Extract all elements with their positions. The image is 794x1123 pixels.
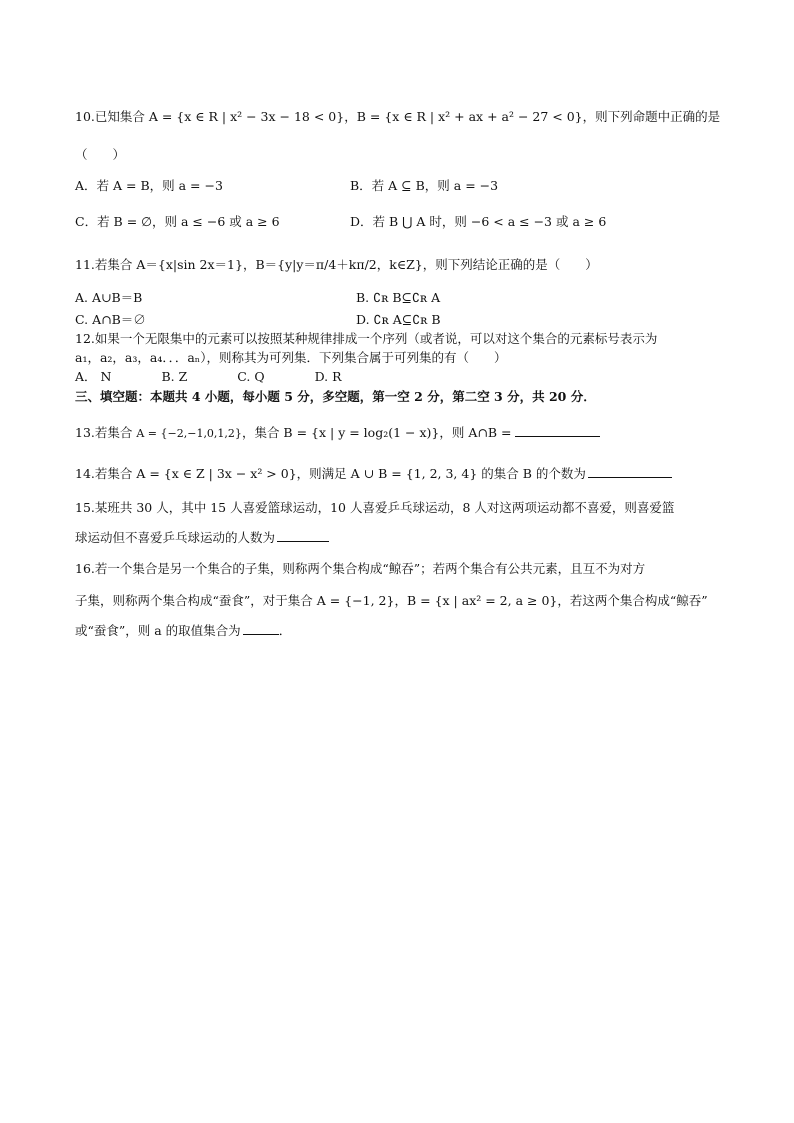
question-13 — [75, 424, 600, 443]
q14-set-a: A = {x ∈ Z | 3x − x² > 0} — [136, 466, 297, 481]
question-15-line-2 — [75, 529, 329, 547]
q13-mid: ，集合 — [241, 425, 284, 440]
q13-prefix: 13.若集合 — [75, 425, 137, 440]
q14-answer-blank[interactable] — [588, 465, 672, 478]
question-16-line-1: 16.若一个集合是另一个集合的子集，则称两个集合构成“鲸吞”；若两个集合有公共元素，且互不为对方 — [75, 561, 646, 576]
q16-line-2-text-a: 子集，则称两个集合构成“蚕食”，对于集合 — [75, 593, 317, 608]
q16-set-b: B = {x | ax² = 2, a ≥ 0} — [406, 593, 558, 608]
q10-option-b: B．若 A ⊆ B，则 a = −3 — [350, 178, 499, 193]
section-3-heading: 三、填空题：本题共 4 小题，每小题 5 分，多空题，第一空 2 分，第二空 3 分，共 20 分． — [75, 389, 596, 404]
q10-option-a: A．若 A = B，则 a = −3 — [75, 178, 223, 193]
q13-suffix: ，则 A∩B = — [439, 425, 512, 440]
q14-mid: ，则满足 — [296, 466, 351, 481]
q16-set-a: A = {−1, 2} — [316, 593, 395, 608]
q16-period: ． — [278, 623, 292, 638]
q14-condition: A ∪ B = {1, 2, 3, 4} — [350, 466, 478, 481]
question-10-stem — [75, 108, 720, 126]
question-14 — [75, 465, 672, 483]
question-12-line-2: a₁，a₂，a₃，a₄．．．aₙ），则称其为可列集．下列集合属于可列集的有（ ） — [75, 350, 507, 365]
question-15-line-1: 15.某班共 30 人，其中 15 人喜爱篮球运动，10 人喜爱乒乓球运动，8 人对这两项运动都不喜爱，则喜爱篮 — [75, 500, 675, 515]
question-16-line-3 — [75, 622, 291, 640]
q13-set-b: B = {x | y = log₂(1 − x)} — [283, 425, 440, 440]
q10-set-b: B = {x ∈ R | x² + ax + a² − 27 < 0} — [356, 109, 583, 124]
q10-set-a: A = {x ∈ R | x² − 3x − 18 < 0} — [148, 109, 345, 124]
q11-option-c: C. A∩B＝∅ — [75, 312, 146, 327]
q16-sep: ， — [394, 593, 407, 608]
q11-option-b: B. ∁ʀ B⊆∁ʀ A — [356, 290, 441, 305]
q13-set-a: A = {−2,−1,0,1,2} — [136, 427, 242, 440]
q10-option-d: D．若 B ⋃ A 时，则 −6 < a ≤ −3 或 a ≥ 6 — [350, 214, 607, 229]
q14-suffix: 的集合 B 的个数为 — [477, 466, 586, 481]
q10-sep: ， — [344, 109, 357, 124]
q14-prefix: 14.若集合 — [75, 466, 137, 481]
question-11-stem: 11.若集合 A＝{x|sin 2x＝1}，B＝{y|y＝π/4＋kπ/2，k∈Z}，则下列结论正确的是（ ） — [75, 257, 598, 272]
q15-line-2-text: 球运动但不喜爱乒乓球运动的人数为 — [75, 530, 276, 545]
q16-line-3-text: 或“蚕食”，则 a 的取值集合为 — [75, 623, 241, 638]
question-12-line-1: 12.如果一个无限集中的元素可以按照某种规律排成一个序列（或者说，可以对这个集合的元素标号表示为 — [75, 331, 658, 346]
q12-options: A． N B. Z C. Q D. R — [75, 369, 342, 384]
q16-answer-blank[interactable] — [243, 622, 279, 635]
question-16-line-2 — [75, 592, 708, 610]
q11-option-d: D. ∁ʀ A⊆∁ʀ B — [356, 312, 441, 327]
q10-answer-paren: （ ） — [75, 147, 126, 162]
q10-option-c: C．若 B = ∅，则 a ≤ −6 或 a ≥ 6 — [75, 214, 280, 229]
q15-answer-blank[interactable] — [277, 529, 329, 542]
q10-suffix: ，则下列命题中正确的是 — [582, 109, 721, 124]
q10-prefix: 10.已知集合 — [75, 109, 149, 124]
q11-option-a: A. A∪B＝B — [75, 290, 143, 305]
q13-answer-blank[interactable] — [515, 424, 600, 437]
q16-line-2-text-b: ，若这两个集合构成“鲸吞” — [557, 593, 708, 608]
